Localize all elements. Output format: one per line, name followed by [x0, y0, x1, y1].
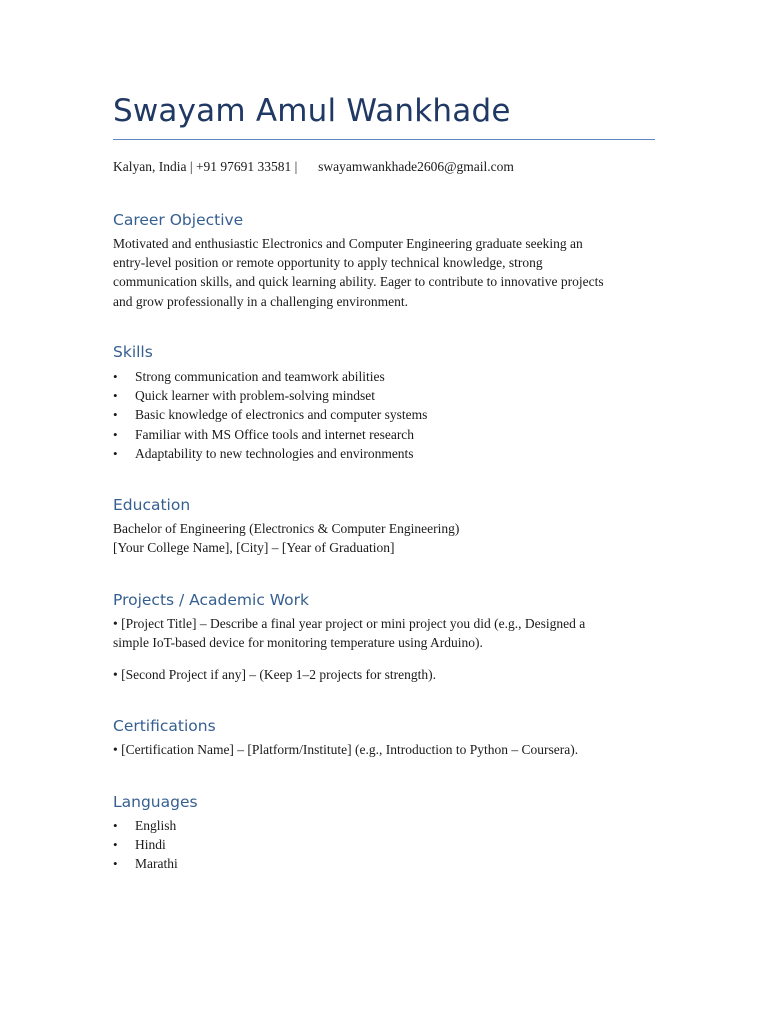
education-text	[113, 519, 658, 557]
career-objective-heading: Career Objective	[113, 211, 244, 229]
project-1	[113, 614, 658, 652]
education-college: [Your College Name], [City] – [Year of Graduation]	[113, 540, 395, 556]
education-heading: Education	[113, 496, 191, 514]
list-item: • Hindi	[113, 835, 178, 854]
contact-line	[113, 159, 514, 175]
career-objective-line: entry-level position or remote opportunity to apply technical knowledge, strong	[113, 255, 543, 271]
bullet-icon: •	[113, 445, 118, 461]
career-objective-text	[113, 234, 658, 311]
languages-list	[113, 816, 178, 874]
bullet-icon: •	[113, 818, 118, 833]
contact-location: Kalyan, India |	[113, 159, 193, 174]
contact-email: swayamwankhade2606@gmail.com	[318, 159, 514, 174]
list-item: • Basic knowledge of electronics and computer systems	[113, 405, 427, 424]
bullet-icon: •	[113, 407, 118, 423]
languages-heading: Languages	[113, 793, 198, 811]
contact-phone: +91 97691 33581 |	[195, 159, 298, 174]
list-item: • Quick learner with problem-solving mindset	[113, 386, 427, 405]
project-line: simple IoT-based device for monitoring temperature using Arduino).	[113, 635, 483, 651]
bullet-icon: •	[113, 856, 118, 872]
list-item: • English	[113, 816, 178, 835]
bullet-icon: •	[113, 426, 118, 442]
skills-list	[113, 367, 427, 463]
certifications-heading: Certifications	[113, 717, 216, 735]
list-item: • Strong communication and teamwork abilities	[113, 367, 427, 386]
project-2	[113, 665, 658, 684]
bullet-icon: •	[113, 369, 118, 384]
education-degree: Bachelor of Engineering (Electronics & Computer Engineering)	[113, 521, 460, 536]
bullet-icon: •	[113, 388, 118, 404]
bullet-icon: •	[113, 837, 118, 853]
career-objective-line: Motivated and enthusiastic Electronics and Computer Engineering graduate seeking an	[113, 236, 583, 251]
career-objective-line: and grow professionally in a challenging environment.	[113, 293, 409, 309]
project-line: • [Second Project if any] – (Keep 1–2 projects for strength).	[113, 667, 437, 682]
list-item: • Familiar with MS Office tools and internet research	[113, 425, 427, 444]
title-divider	[113, 139, 655, 140]
certification-item: • [Certification Name] – [Platform/Institute] (e.g., Introduction to Python – Coursera).	[113, 742, 579, 757]
list-item: • Adaptability to new technologies and environments	[113, 444, 427, 463]
list-item: • Marathi	[113, 854, 178, 873]
skills-heading: Skills	[113, 343, 153, 361]
projects-heading: Projects / Academic Work	[113, 591, 310, 609]
project-line: • [Project Title] – Describe a final year project or mini project you did (e.g., Designed a	[113, 616, 586, 631]
candidate-name: Swayam Amul Wankhade	[113, 93, 511, 129]
career-objective-line: communication skills, and quick learning ability. Eager to contribute to innovative projects	[113, 274, 604, 290]
